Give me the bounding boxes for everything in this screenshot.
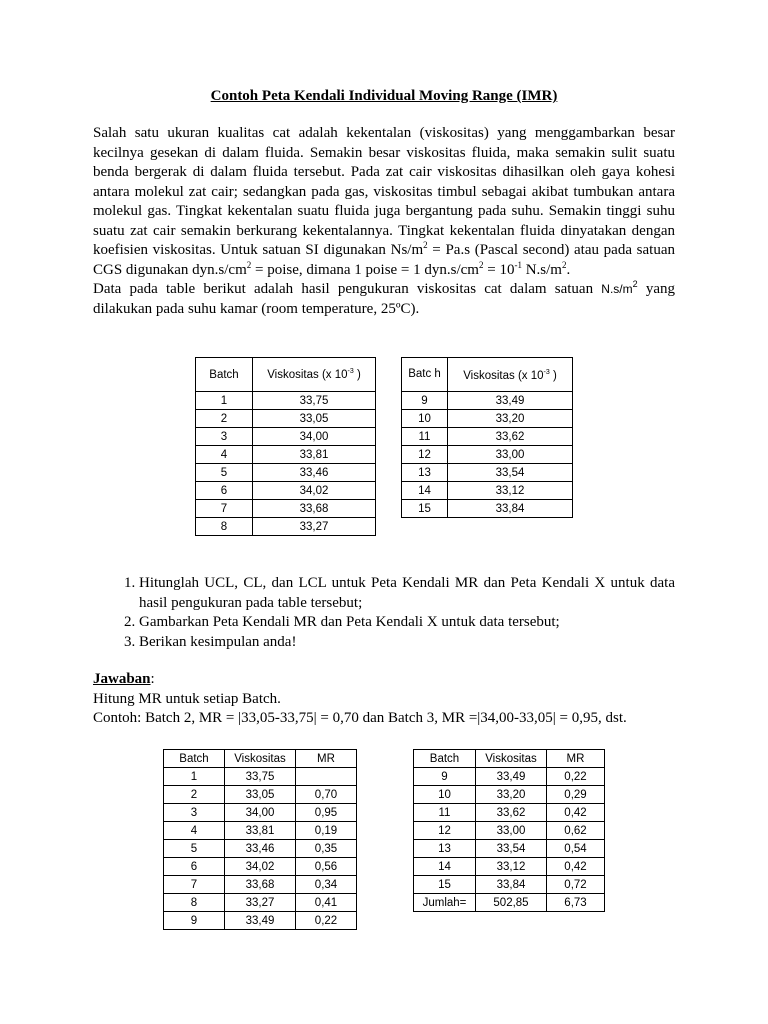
table-cell: 0,35 — [296, 840, 357, 858]
table-row — [402, 410, 573, 428]
table-cell: 8 — [196, 518, 253, 536]
table-row — [164, 822, 357, 840]
table-body — [414, 768, 605, 912]
table-cell: 2 — [164, 786, 225, 804]
table-row — [402, 482, 573, 500]
intro-text — [93, 124, 675, 319]
table-cell: 7 — [164, 876, 225, 894]
table-row — [402, 446, 573, 464]
column-header-viscosity: Viskositas (x $10^{-3}$ ) — [448, 358, 573, 392]
intro-paragraph-2: Data pada table berikut adalah hasil pengukuran viskositas cat dalam satuan $N.s/m^2$ yang dilakukan pada suhu kamar (room temperature, 25ºC). — [93, 279, 675, 317]
table-cell: 33,75 — [253, 392, 376, 410]
answer-heading: Jawaban: — [93, 671, 155, 687]
table-row — [196, 446, 376, 464]
table-row — [414, 786, 605, 804]
table-cell: 33,68 — [225, 876, 296, 894]
table-cell: 0,72 — [547, 876, 605, 894]
table-cell: 0,95 — [296, 804, 357, 822]
table-cell: 33,68 — [253, 500, 376, 518]
table-cell: 0,29 — [547, 786, 605, 804]
table-cell: 4 — [164, 822, 225, 840]
table-cell: 0,22 — [296, 912, 357, 930]
table-row — [196, 428, 376, 446]
table-cell: 33,20 — [448, 410, 573, 428]
column-header-batch: Batch — [414, 750, 476, 768]
table-header-row — [414, 750, 605, 768]
table-cell: 0,56 — [296, 858, 357, 876]
table-cell: 33,49 — [448, 392, 573, 410]
table-cell: 0,54 — [547, 840, 605, 858]
table-cell: 33,27 — [253, 518, 376, 536]
table-cell: 10 — [402, 410, 448, 428]
column-header-batch: Batch — [164, 750, 225, 768]
table-cell: 33,46 — [253, 464, 376, 482]
table-row — [164, 786, 357, 804]
table-cell: 33,84 — [448, 500, 573, 518]
column-header-batch: Batc h — [402, 358, 448, 392]
table-cell: 33,81 — [253, 446, 376, 464]
table-cell: 11 — [402, 428, 448, 446]
table-cell: 0,42 — [547, 858, 605, 876]
table-cell: 33,62 — [476, 804, 547, 822]
table-header-row — [196, 358, 376, 392]
table-cell: 13 — [414, 840, 476, 858]
table-cell: 14 — [414, 858, 476, 876]
table-cell — [296, 768, 357, 786]
table-row — [414, 876, 605, 894]
column-header-batch: Batch — [196, 358, 253, 392]
table-row — [196, 482, 376, 500]
table-cell: 502,85 — [476, 894, 547, 912]
table-cell: 33,20 — [476, 786, 547, 804]
table-cell: 33,27 — [225, 894, 296, 912]
question-item: 2. Gambarkan Peta Kendali MR dan Peta Kendali X untuk data tersebut; — [139, 613, 675, 633]
table-row — [414, 858, 605, 876]
table-cell: 33,46 — [225, 840, 296, 858]
table-cell: 11 — [414, 804, 476, 822]
table-body — [164, 768, 357, 930]
document-title: Contoh Peta Kendali Individual Moving Range (IMR) — [210, 88, 558, 104]
table-cell: 34,02 — [253, 482, 376, 500]
table-row — [164, 876, 357, 894]
table-row — [164, 768, 357, 786]
table-cell: 2 — [196, 410, 253, 428]
answer-line-1: Hitung MR untuk setiap Batch. — [93, 690, 281, 707]
viscosity-table-1 — [195, 357, 376, 536]
table-cell: 33,00 — [448, 446, 573, 464]
table-cell: 33,49 — [476, 768, 547, 786]
table-header-row — [164, 750, 357, 768]
table-cell: 33,12 — [448, 482, 573, 500]
table-row — [196, 392, 376, 410]
viscosity-table-2 — [401, 357, 573, 518]
question-list — [93, 574, 675, 652]
table-row — [164, 912, 357, 930]
table-cell: 1 — [196, 392, 253, 410]
table-cell: 0,62 — [547, 822, 605, 840]
table-row — [414, 804, 605, 822]
table-cell: 3 — [164, 804, 225, 822]
table-cell: 14 — [402, 482, 448, 500]
table-cell: 33,05 — [225, 786, 296, 804]
table-row — [164, 840, 357, 858]
table-header-row — [402, 358, 573, 392]
table-cell: 5 — [164, 840, 225, 858]
table-cell: 0,22 — [547, 768, 605, 786]
table-cell: 12 — [402, 446, 448, 464]
table-cell: 4 — [196, 446, 253, 464]
table-cell: 0,19 — [296, 822, 357, 840]
table-cell: 0,41 — [296, 894, 357, 912]
table-row — [196, 500, 376, 518]
table-body — [196, 392, 376, 536]
table-row — [196, 464, 376, 482]
table-row — [164, 894, 357, 912]
table-cell: 33,81 — [225, 822, 296, 840]
table-cell: Jumlah= — [414, 894, 476, 912]
table-cell: 5 — [196, 464, 253, 482]
table-row — [414, 840, 605, 858]
table-row — [402, 464, 573, 482]
table-cell: 6,73 — [547, 894, 605, 912]
question-item: 3. Berikan kesimpulan anda! — [139, 633, 675, 653]
table-row — [414, 822, 605, 840]
table-row — [164, 804, 357, 822]
table-cell: 33,00 — [476, 822, 547, 840]
table-cell: 6 — [196, 482, 253, 500]
answer-section — [93, 670, 675, 729]
table-cell: 33,75 — [225, 768, 296, 786]
table-cell: 15 — [402, 500, 448, 518]
table-cell: 1 — [164, 768, 225, 786]
table-cell: 6 — [164, 858, 225, 876]
table-row — [196, 410, 376, 428]
table-cell: 33,05 — [253, 410, 376, 428]
column-header-viscosity: Viskositas — [476, 750, 547, 768]
table-cell: 7 — [196, 500, 253, 518]
column-header-mr: MR — [547, 750, 605, 768]
table-cell: 0,34 — [296, 876, 357, 894]
table-row — [402, 428, 573, 446]
table-cell: 15 — [414, 876, 476, 894]
table-row — [196, 518, 376, 536]
answer-line-2: Contoh: Batch 2, MR = |33,05-33,75| = 0,70 dan Batch 3, MR =|34,00-33,05| = 0,95, dst. — [93, 710, 627, 726]
table-cell: 0,70 — [296, 786, 357, 804]
mr-table-1 — [163, 749, 357, 930]
column-header-viscosity: Viskositas (x $10^{-3}$ ) — [253, 358, 376, 392]
table-cell: 33,54 — [476, 840, 547, 858]
table-cell: 33,62 — [448, 428, 573, 446]
table-cell: 34,02 — [225, 858, 296, 876]
table-cell: 8 — [164, 894, 225, 912]
table-row — [402, 392, 573, 410]
table-cell: 33,49 — [225, 912, 296, 930]
table-cell: 9 — [164, 912, 225, 930]
table-cell: 3 — [196, 428, 253, 446]
mr-table-2 — [413, 749, 605, 912]
table-cell: 33,84 — [476, 876, 547, 894]
table-cell: 13 — [402, 464, 448, 482]
table-cell: 10 — [414, 786, 476, 804]
table-cell: 12 — [414, 822, 476, 840]
column-header-viscosity: Viskositas — [225, 750, 296, 768]
table-body — [402, 392, 573, 518]
table-cell: 9 — [402, 392, 448, 410]
table-cell: 9 — [414, 768, 476, 786]
table-cell: 34,00 — [253, 428, 376, 446]
table-row — [414, 894, 605, 912]
table-cell: 33,54 — [448, 464, 573, 482]
table-cell: 34,00 — [225, 804, 296, 822]
table-cell: 33,12 — [476, 858, 547, 876]
table-cell: 0,42 — [547, 804, 605, 822]
intro-paragraph-1: Salah satu ukuran kualitas cat adalah kekentalan (viskositas) yang menggambarkan besar kecilnya gesekan di dalam fluida. Semakin besar viskositas fluida, maka semakin sulit suatu benda bergerak di dalam fluida tersebut. Pada zat cair viskositas dihasilkan oleh gaya kohesi antara molekul zat cair; sedangkan pada gas, viskositas timbul sebagai akibat tumbukan antara molekul gas. Tingkat kekentalan suatu fluida juga bergantung pada suhu. Semakin tinggi suhu suatu zat cair semakin berkurang kekentalannya. Tingkat kekentalan fluida dinyatakan dengan koefisien viskositas. Untuk satuan SI digunakan $Ns/m^2 = Pa.s$ (Pascal second) atau pada satuan CGS digunakan $dyn.s/cm^2$ = poise, dimana 1 poise = 1 $dyn.s/cm^2 = 10^{-1}$ $N.s/m^2$. — [93, 125, 675, 278]
question-item: 1. Hitunglah UCL, CL, dan LCL untuk Peta Kendali MR dan Peta Kendali X untuk data hasil pengukuran pada table tersebut; — [139, 574, 675, 613]
table-row — [402, 500, 573, 518]
table-row — [164, 858, 357, 876]
column-header-mr: MR — [296, 750, 357, 768]
table-row — [414, 768, 605, 786]
